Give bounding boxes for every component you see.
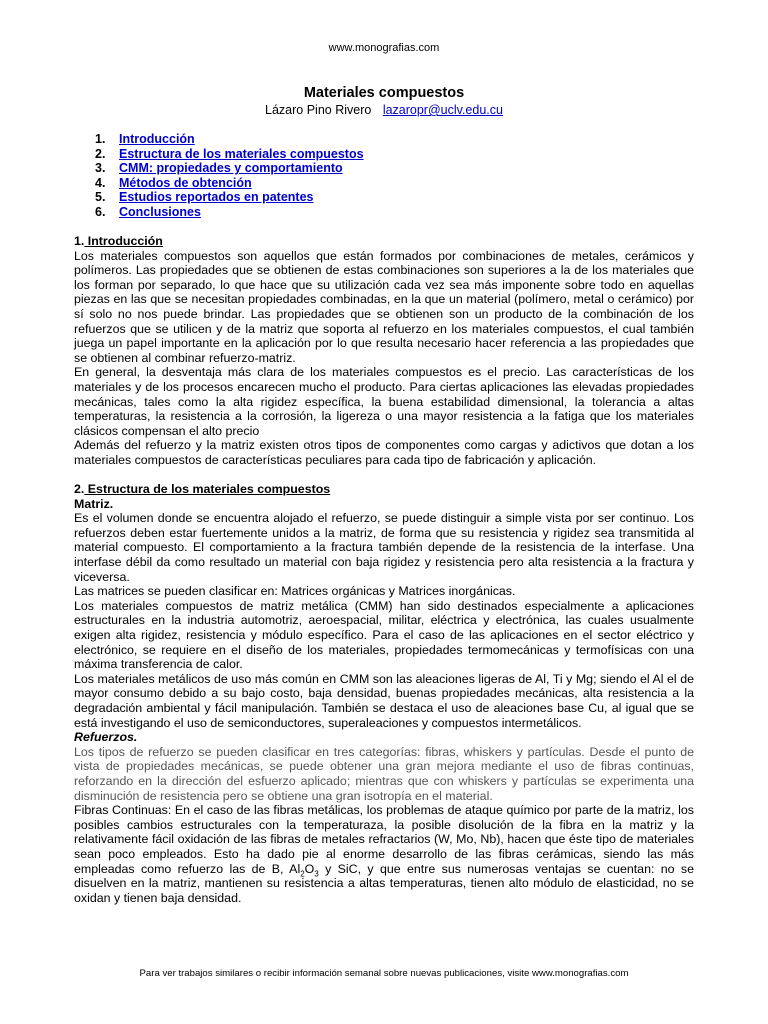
paragraph: Los materiales compuestos de matriz metálica (CMM) han sido destinados especialmente a aplicaciones estructurales en la industria automotriz, aeroespacial, militar, eléctrica y electrónica, las cuales usualmente exigen alta rigidez, resistencia y módulo específico. Para el caso de las aplicaciones en el sector eléctrico y electrónico, se requiere en el diseño de los materiales, propiedades termomecánicas y termofísicas con una máxima transferencia de calor. [74, 598, 694, 672]
toc-link-cmm[interactable]: CMM: propiedades y comportamiento [119, 161, 343, 176]
subheading-refuerzos: Refuerzos. [74, 730, 138, 745]
toc-number: 1. [95, 132, 106, 146]
toc-item [95, 147, 364, 162]
toc-item [95, 132, 364, 147]
toc-link-estructura[interactable]: Estructura de los materiales compuestos [119, 146, 364, 161]
paragraph: En general, la desventaja más clara de los materiales compuestos es el precio. Las características de los materiales y de los procesos encarecen mucho el producto. Para ciertas aplicaciones las elevadas propiedades mecánicas, tales como la alta rigidez específica, la buena estabilidad dimensional, la tolerancia a altas temperaturas, la resistencia a la corrosión, la ligereza o una mayor resistencia a la fatiga que los materiales clásicos compensan el alto precio [74, 365, 694, 438]
document-title: Materiales compuestos [303, 85, 465, 101]
author-email-link[interactable]: lazaropr@uclv.edu.cu [382, 103, 503, 117]
table-of-contents [95, 132, 364, 220]
paragraph: Los materiales compuestos son aquellos que están formados por combinaciones de metales, cerámicos y polímeros. Las propiedades que se obtienen de estas combinaciones son superiores a la de los materiales que los forman por separado, lo que hace que su utilización cada vez sea más imponente sobre todo en aquellas piezas en las que se necesitan propiedades combinadas, en la que un material (polímero, metal o cerámico) por sí solo no nos puede brindar. Las propiedades que se obtienen son un producto de la combinación de los refuerzos que se utilicen y de la matriz que soporta al refuerzo en los materiales compuestos, el cual también juega un papel importante en la aplicación por lo que resulta necesario hacer referencia a las propiedades que se obtienen al combinar refuerzo-matriz. [74, 248, 694, 365]
toc-number: 6. [95, 204, 106, 219]
paragraph: Los tipos de refuerzo se pueden clasificar en tres categorías: fibras, whiskers y partículas. Desde el punto de vista de propiedades mecánicas, se puede obtener una gran mejora mediante el uso de fibras continuas, reforzando en la dirección del esfuerzo aplicado; mientras que con whiskers y partículas se experimenta una disminución de resistencia pero se obtiene una gran isotropía en el material. [74, 744, 694, 803]
document-body [74, 234, 694, 905]
text-run: Fibras Continuas: En el caso de las fibras metálicas, los problemas de ataque químico por parte de la matriz, los posibles cambios estructurales con la temperaturaza, la posible disolución de la fibra en la matriz y la relativamente fácil oxidación de las fibras de metales refractarios (W, Mo, Nb), hacen que éste tipo de materiales sean poco empleados. Esto ha dado pie al enorme desarrollo de las fibras cerámicas, siendo las más empleadas como refuerzo las de B, Al [74, 803, 694, 876]
site-header: www.monografias.com [328, 42, 440, 54]
subheading-matriz: Matriz. [74, 496, 114, 511]
toc-link-estudios[interactable]: Estudios reportados en patentes [119, 190, 314, 205]
section-title: Introducción [84, 234, 163, 248]
toc-link-conclusiones[interactable]: Conclusiones [119, 204, 201, 219]
toc-item [95, 161, 364, 176]
paragraph [74, 803, 694, 905]
toc-link-introduccion[interactable]: Introducción [119, 132, 195, 146]
spacer [74, 468, 694, 483]
section-number: 1. [74, 234, 85, 248]
section-number: 2. [74, 482, 85, 497]
subscript: 3 [314, 869, 319, 878]
page-footer: Para ver trabajos similares o recibir información semanal sobre nuevas publicaciones, visite www.monografias.com [139, 968, 629, 979]
paragraph: Los materiales metálicos de uso más común en CMM son las aleaciones ligeras de Al, Ti y Mg; siendo el Al el de mayor consumo debido a su bajo costo, baja densidad, buenas propiedades mecánicas, alta resistencia a la degradación ambiental y fácil manipulación. También se destaca el uso de aleaciones base Cu, al igual que se está investigando el uso de semiconductores, superaleaciones y compuestos intermetálicos. [74, 671, 694, 730]
section-heading-1 [74, 234, 694, 249]
toc-number: 2. [95, 146, 106, 161]
toc-item [95, 190, 364, 205]
paragraph: Además del refuerzo y la matriz existen otros tipos de componentes como cargas y adictivos que dotan a los materiales compuestos de características peculiares para cada tipo de fabricación y aplicación. [74, 438, 694, 467]
author-name: Lázaro Pino Rivero [265, 103, 372, 117]
text-run: y SiC, y que entre sus numerosas ventajas se cuentan: no se disuelven en la matriz, mantienen su resistencia a altas temperaturas, tienen alto módulo de elasticidad, no se oxidan y tienen baja densidad. [74, 861, 695, 905]
section-heading-2 [74, 482, 694, 497]
section-title: Estructura de los materiales compuestos [84, 482, 331, 497]
toc-number: 4. [95, 175, 106, 190]
text-run: O [304, 861, 315, 876]
toc-number: 3. [95, 161, 106, 176]
toc-item [95, 205, 364, 220]
subscript: 2 [300, 869, 305, 878]
paragraph: Las matrices se pueden clasificar en: Matrices orgánicas y Matrices inorgánicas. [74, 584, 516, 599]
author-line [0, 103, 768, 117]
toc-link-metodos[interactable]: Métodos de obtención [119, 175, 252, 190]
toc-item [95, 176, 364, 191]
toc-number: 5. [95, 190, 106, 205]
paragraph: Es el volumen donde se encuentra alojado el refuerzo, se puede distinguir a simple vista por ser continuo. Los refuerzos deben estar fuertemente unidos a la matriz, de forma que su resistencia y rigidez sea transmitida al material compuesto. El comportamiento a la fractura también depende de la resistencia de la interfase. Una interfase débil da como resultado un material con baja rigidez y resistencia pero alta resistencia a la fractura y viceversa. [74, 511, 694, 584]
